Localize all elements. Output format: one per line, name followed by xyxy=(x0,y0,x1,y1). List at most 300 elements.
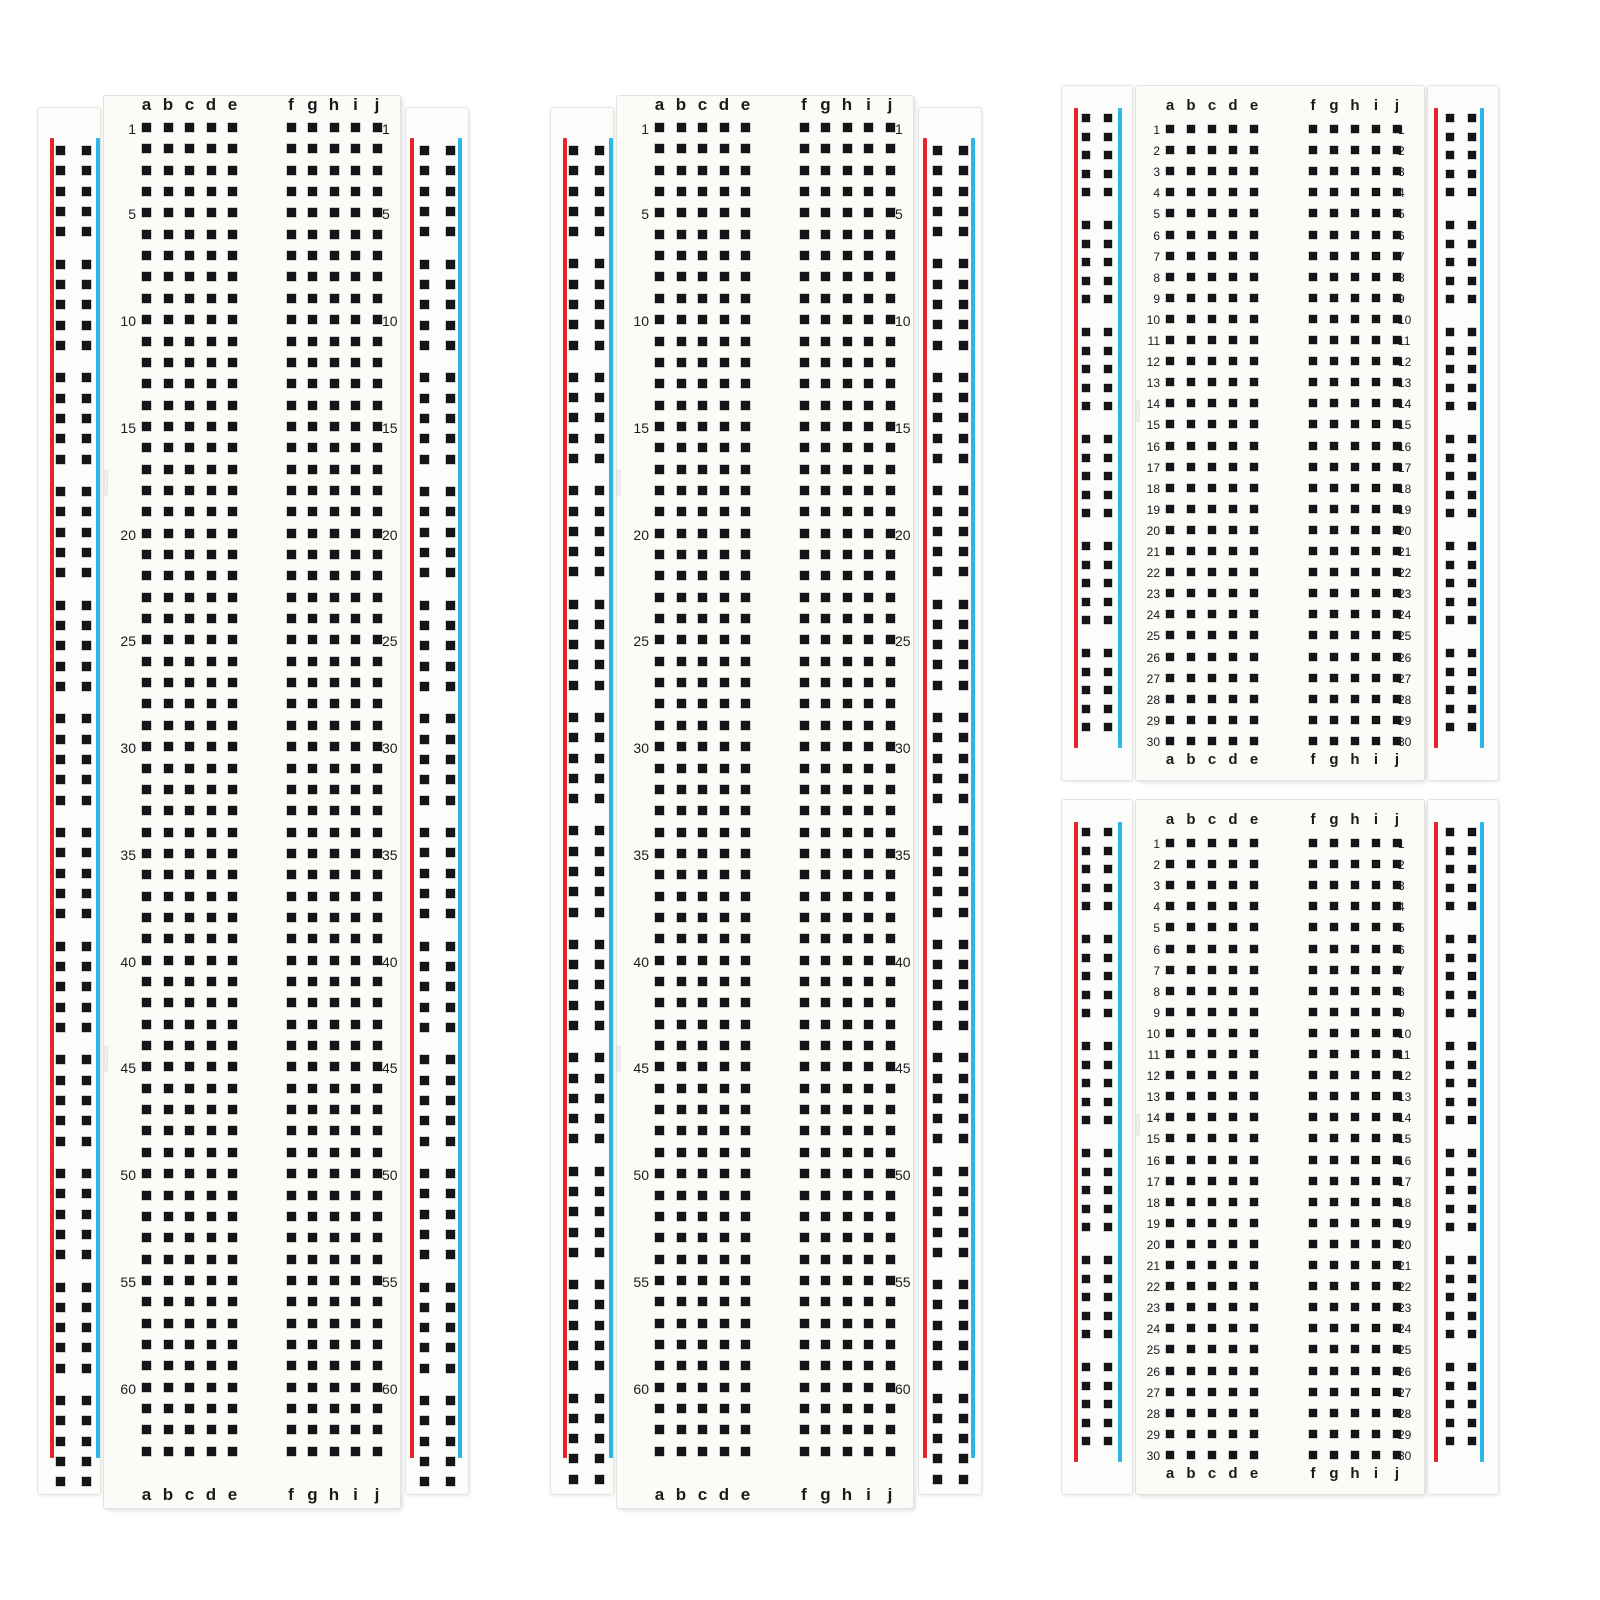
breadboard-hole[interactable] xyxy=(1330,1345,1338,1353)
breadboard-hole[interactable] xyxy=(185,337,194,346)
breadboard-hole[interactable] xyxy=(164,465,173,474)
breadboard-hole[interactable] xyxy=(373,507,382,516)
breadboard-hole[interactable] xyxy=(1309,966,1317,974)
breadboard-hole[interactable] xyxy=(351,593,360,602)
breadboard-hole[interactable] xyxy=(800,678,809,687)
breadboard-hole[interactable] xyxy=(1330,653,1338,661)
breadboard-hole[interactable] xyxy=(677,678,686,687)
breadboard-hole[interactable] xyxy=(207,764,216,773)
breadboard-hole[interactable] xyxy=(420,796,429,805)
breadboard-hole[interactable] xyxy=(1351,653,1359,661)
breadboard-hole[interactable] xyxy=(330,977,339,986)
breadboard-hole[interactable] xyxy=(1229,315,1237,323)
breadboard-hole[interactable] xyxy=(308,956,317,965)
breadboard-hole[interactable] xyxy=(420,1323,429,1332)
breadboard-hole[interactable] xyxy=(1229,839,1237,847)
breadboard-hole[interactable] xyxy=(959,1134,968,1143)
breadboard-hole[interactable] xyxy=(1208,1071,1216,1079)
breadboard-hole[interactable] xyxy=(228,1447,237,1456)
breadboard-hole[interactable] xyxy=(1187,378,1195,386)
breadboard-hole[interactable] xyxy=(1351,526,1359,534)
breadboard-hole[interactable] xyxy=(446,227,455,236)
breadboard-hole[interactable] xyxy=(351,144,360,153)
breadboard-hole[interactable] xyxy=(1229,357,1237,365)
breadboard-hole[interactable] xyxy=(185,379,194,388)
breadboard-hole[interactable] xyxy=(569,960,578,969)
breadboard-hole[interactable] xyxy=(655,785,664,794)
breadboard-hole[interactable] xyxy=(207,144,216,153)
breadboard-hole[interactable] xyxy=(446,187,455,196)
breadboard-hole[interactable] xyxy=(351,1148,360,1157)
breadboard-hole[interactable] xyxy=(142,1276,151,1285)
breadboard-hole[interactable] xyxy=(185,635,194,644)
breadboard-hole[interactable] xyxy=(1372,1156,1380,1164)
breadboard-hole[interactable] xyxy=(228,1126,237,1135)
breadboard-hole[interactable] xyxy=(185,913,194,922)
breadboard-hole[interactable] xyxy=(1208,315,1216,323)
breadboard-hole[interactable] xyxy=(1309,1282,1317,1290)
breadboard-hole[interactable] xyxy=(959,187,968,196)
breadboard-hole[interactable] xyxy=(933,908,942,917)
breadboard-hole[interactable] xyxy=(1309,188,1317,196)
breadboard-hole[interactable] xyxy=(82,621,91,630)
breadboard-hole[interactable] xyxy=(933,1001,942,1010)
breadboard-hole[interactable] xyxy=(959,1001,968,1010)
breadboard-hole[interactable] xyxy=(56,641,65,650)
breadboard-hole[interactable] xyxy=(677,166,686,175)
breadboard-hole[interactable] xyxy=(142,998,151,1007)
breadboard-hole[interactable] xyxy=(933,754,942,763)
breadboard-hole[interactable] xyxy=(959,1248,968,1257)
breadboard-hole[interactable] xyxy=(164,849,173,858)
breadboard-hole[interactable] xyxy=(843,1361,852,1370)
breadboard-hole[interactable] xyxy=(1229,167,1237,175)
breadboard-hole[interactable] xyxy=(1446,240,1454,248)
breadboard-hole[interactable] xyxy=(1250,1261,1258,1269)
breadboard-hole[interactable] xyxy=(959,1114,968,1123)
breadboard-hole[interactable] xyxy=(1330,1071,1338,1079)
breadboard-hole[interactable] xyxy=(420,187,429,196)
breadboard-hole[interactable] xyxy=(287,1148,296,1157)
breadboard-hole[interactable] xyxy=(1166,526,1174,534)
breadboard-hole[interactable] xyxy=(1330,1430,1338,1438)
breadboard-hole[interactable] xyxy=(56,1230,65,1239)
breadboard-hole[interactable] xyxy=(351,1126,360,1135)
breadboard-hole[interactable] xyxy=(1104,649,1112,657)
breadboard-hole[interactable] xyxy=(1229,1113,1237,1121)
breadboard-hole[interactable] xyxy=(655,1233,664,1242)
breadboard-hole[interactable] xyxy=(228,166,237,175)
breadboard-hole[interactable] xyxy=(446,1303,455,1312)
breadboard-hole[interactable] xyxy=(677,1020,686,1029)
breadboard-hole[interactable] xyxy=(1468,258,1476,266)
breadboard-hole[interactable] xyxy=(56,341,65,350)
breadboard-hole[interactable] xyxy=(886,1191,895,1200)
breadboard-hole[interactable] xyxy=(1082,902,1090,910)
breadboard-hole[interactable] xyxy=(330,956,339,965)
breadboard-hole[interactable] xyxy=(287,1212,296,1221)
breadboard-hole[interactable] xyxy=(228,1105,237,1114)
breadboard-hole[interactable] xyxy=(698,401,707,410)
breadboard-hole[interactable] xyxy=(1330,1113,1338,1121)
breadboard-hole[interactable] xyxy=(351,828,360,837)
breadboard-hole[interactable] xyxy=(373,998,382,1007)
breadboard-hole[interactable] xyxy=(655,230,664,239)
breadboard-hole[interactable] xyxy=(1187,945,1195,953)
breadboard-hole[interactable] xyxy=(308,422,317,431)
breadboard-hole[interactable] xyxy=(864,1169,873,1178)
breadboard-hole[interactable] xyxy=(1351,1388,1359,1396)
breadboard-hole[interactable] xyxy=(1166,1071,1174,1079)
breadboard-hole[interactable] xyxy=(1250,231,1258,239)
breadboard-hole[interactable] xyxy=(569,1053,578,1062)
breadboard-hole[interactable] xyxy=(864,870,873,879)
breadboard-hole[interactable] xyxy=(351,1447,360,1456)
breadboard-hole[interactable] xyxy=(800,272,809,281)
breadboard-hole[interactable] xyxy=(56,601,65,610)
breadboard-hole[interactable] xyxy=(821,230,830,239)
breadboard-hole[interactable] xyxy=(373,849,382,858)
breadboard-hole[interactable] xyxy=(569,187,578,196)
breadboard-hole[interactable] xyxy=(595,1053,604,1062)
breadboard-hole[interactable] xyxy=(185,870,194,879)
breadboard-hole[interactable] xyxy=(164,1319,173,1328)
breadboard-hole[interactable] xyxy=(864,443,873,452)
breadboard-hole[interactable] xyxy=(308,1233,317,1242)
breadboard-hole[interactable] xyxy=(886,1233,895,1242)
breadboard-hole[interactable] xyxy=(373,806,382,815)
breadboard-hole[interactable] xyxy=(82,1076,91,1085)
breadboard-hole[interactable] xyxy=(698,998,707,1007)
breadboard-hole[interactable] xyxy=(741,401,750,410)
breadboard-hole[interactable] xyxy=(1208,881,1216,889)
breadboard-hole[interactable] xyxy=(82,394,91,403)
breadboard-hole[interactable] xyxy=(207,571,216,580)
breadboard-hole[interactable] xyxy=(228,849,237,858)
breadboard-hole[interactable] xyxy=(821,849,830,858)
breadboard-hole[interactable] xyxy=(741,635,750,644)
breadboard-hole[interactable] xyxy=(164,998,173,1007)
breadboard-hole[interactable] xyxy=(228,742,237,751)
breadboard-hole[interactable] xyxy=(207,892,216,901)
breadboard-hole[interactable] xyxy=(1468,668,1476,676)
breadboard-hole[interactable] xyxy=(864,486,873,495)
breadboard-hole[interactable] xyxy=(886,870,895,879)
breadboard-hole[interactable] xyxy=(720,742,729,751)
breadboard-hole[interactable] xyxy=(351,230,360,239)
breadboard-hole[interactable] xyxy=(420,942,429,951)
breadboard-hole[interactable] xyxy=(330,998,339,1007)
breadboard-hole[interactable] xyxy=(56,1189,65,1198)
breadboard-hole[interactable] xyxy=(228,1148,237,1157)
breadboard-hole[interactable] xyxy=(886,486,895,495)
breadboard-hole[interactable] xyxy=(1187,167,1195,175)
breadboard-hole[interactable] xyxy=(228,934,237,943)
breadboard-hole[interactable] xyxy=(420,982,429,991)
breadboard-hole[interactable] xyxy=(720,721,729,730)
breadboard-hole[interactable] xyxy=(595,1248,604,1257)
breadboard-hole[interactable] xyxy=(959,960,968,969)
breadboard-hole[interactable] xyxy=(1250,1240,1258,1248)
breadboard-hole[interactable] xyxy=(1104,542,1112,550)
breadboard-hole[interactable] xyxy=(800,1191,809,1200)
breadboard-hole[interactable] xyxy=(330,337,339,346)
breadboard-hole[interactable] xyxy=(864,1383,873,1392)
breadboard-hole[interactable] xyxy=(864,614,873,623)
breadboard-hole[interactable] xyxy=(1187,231,1195,239)
breadboard-hole[interactable] xyxy=(351,358,360,367)
breadboard-hole[interactable] xyxy=(1446,1256,1454,1264)
breadboard-hole[interactable] xyxy=(1104,686,1112,694)
breadboard-hole[interactable] xyxy=(569,600,578,609)
breadboard-hole[interactable] xyxy=(677,1404,686,1413)
breadboard-hole[interactable] xyxy=(351,379,360,388)
breadboard-hole[interactable] xyxy=(164,337,173,346)
breadboard-hole[interactable] xyxy=(698,571,707,580)
breadboard-hole[interactable] xyxy=(308,1191,317,1200)
breadboard-hole[interactable] xyxy=(330,593,339,602)
breadboard-hole[interactable] xyxy=(1208,252,1216,260)
breadboard-hole[interactable] xyxy=(1104,1079,1112,1087)
breadboard-hole[interactable] xyxy=(741,1361,750,1370)
breadboard-hole[interactable] xyxy=(933,733,942,742)
breadboard-hole[interactable] xyxy=(142,230,151,239)
breadboard-hole[interactable] xyxy=(821,657,830,666)
breadboard-hole[interactable] xyxy=(164,1404,173,1413)
breadboard-hole[interactable] xyxy=(720,507,729,516)
breadboard-hole[interactable] xyxy=(420,455,429,464)
breadboard-hole[interactable] xyxy=(1187,463,1195,471)
breadboard-hole[interactable] xyxy=(308,1425,317,1434)
breadboard-hole[interactable] xyxy=(330,507,339,516)
breadboard-hole[interactable] xyxy=(698,593,707,602)
breadboard-hole[interactable] xyxy=(741,1126,750,1135)
breadboard-hole[interactable] xyxy=(373,892,382,901)
breadboard-hole[interactable] xyxy=(1104,240,1112,248)
breadboard-hole[interactable] xyxy=(569,341,578,350)
breadboard-hole[interactable] xyxy=(1468,1312,1476,1320)
breadboard-hole[interactable] xyxy=(373,1255,382,1264)
breadboard-hole[interactable] xyxy=(1309,1367,1317,1375)
breadboard-hole[interactable] xyxy=(1250,1451,1258,1459)
breadboard-hole[interactable] xyxy=(864,721,873,730)
breadboard-hole[interactable] xyxy=(843,144,852,153)
breadboard-hole[interactable] xyxy=(164,1105,173,1114)
breadboard-hole[interactable] xyxy=(308,443,317,452)
breadboard-hole[interactable] xyxy=(420,909,429,918)
breadboard-hole[interactable] xyxy=(1330,188,1338,196)
breadboard-hole[interactable] xyxy=(1351,737,1359,745)
breadboard-hole[interactable] xyxy=(308,230,317,239)
breadboard-hole[interactable] xyxy=(56,1437,65,1446)
breadboard-hole[interactable] xyxy=(351,657,360,666)
breadboard-hole[interactable] xyxy=(821,1340,830,1349)
breadboard-hole[interactable] xyxy=(1082,884,1090,892)
breadboard-hole[interactable] xyxy=(569,908,578,917)
breadboard-hole[interactable] xyxy=(1446,188,1454,196)
breadboard-hole[interactable] xyxy=(677,507,686,516)
breadboard-hole[interactable] xyxy=(1372,484,1380,492)
breadboard-hole[interactable] xyxy=(720,657,729,666)
breadboard-hole[interactable] xyxy=(959,887,968,896)
breadboard-hole[interactable] xyxy=(207,337,216,346)
breadboard-hole[interactable] xyxy=(330,1425,339,1434)
breadboard-hole[interactable] xyxy=(308,571,317,580)
breadboard-hole[interactable] xyxy=(1446,509,1454,517)
breadboard-hole[interactable] xyxy=(1351,902,1359,910)
breadboard-hole[interactable] xyxy=(330,166,339,175)
breadboard-hole[interactable] xyxy=(1446,1363,1454,1371)
breadboard-hole[interactable] xyxy=(420,1023,429,1032)
breadboard-hole[interactable] xyxy=(1104,884,1112,892)
breadboard-hole[interactable] xyxy=(1104,347,1112,355)
breadboard-hole[interactable] xyxy=(655,144,664,153)
breadboard-hole[interactable] xyxy=(330,1255,339,1264)
breadboard-hole[interactable] xyxy=(959,413,968,422)
breadboard-hole[interactable] xyxy=(595,1414,604,1423)
breadboard-hole[interactable] xyxy=(1351,420,1359,428)
breadboard-hole[interactable] xyxy=(1104,277,1112,285)
breadboard-hole[interactable] xyxy=(185,934,194,943)
breadboard-hole[interactable] xyxy=(1446,1330,1454,1338)
breadboard-hole[interactable] xyxy=(1468,347,1476,355)
breadboard-hole[interactable] xyxy=(1446,258,1454,266)
breadboard-hole[interactable] xyxy=(1104,509,1112,517)
breadboard-hole[interactable] xyxy=(142,678,151,687)
breadboard-hole[interactable] xyxy=(1208,167,1216,175)
breadboard-hole[interactable] xyxy=(82,942,91,951)
breadboard-hole[interactable] xyxy=(1330,923,1338,931)
breadboard-hole[interactable] xyxy=(741,507,750,516)
breadboard-hole[interactable] xyxy=(1372,966,1380,974)
breadboard-hole[interactable] xyxy=(1229,294,1237,302)
breadboard-hole[interactable] xyxy=(1229,125,1237,133)
breadboard-hole[interactable] xyxy=(207,742,216,751)
breadboard-hole[interactable] xyxy=(82,414,91,423)
breadboard-hole[interactable] xyxy=(1187,987,1195,995)
breadboard-hole[interactable] xyxy=(446,828,455,837)
breadboard-hole[interactable] xyxy=(933,640,942,649)
breadboard-hole[interactable] xyxy=(330,1020,339,1029)
breadboard-hole[interactable] xyxy=(330,934,339,943)
breadboard-hole[interactable] xyxy=(1208,610,1216,618)
breadboard-hole[interactable] xyxy=(1187,442,1195,450)
breadboard-hole[interactable] xyxy=(207,678,216,687)
breadboard-hole[interactable] xyxy=(207,977,216,986)
breadboard-hole[interactable] xyxy=(373,1447,382,1456)
breadboard-hole[interactable] xyxy=(959,1321,968,1330)
breadboard-hole[interactable] xyxy=(677,721,686,730)
breadboard-hole[interactable] xyxy=(933,1167,942,1176)
breadboard-hole[interactable] xyxy=(373,294,382,303)
breadboard-hole[interactable] xyxy=(1166,1324,1174,1332)
breadboard-hole[interactable] xyxy=(933,660,942,669)
breadboard-hole[interactable] xyxy=(1468,1437,1476,1445)
breadboard-hole[interactable] xyxy=(56,1323,65,1332)
breadboard-hole[interactable] xyxy=(800,1041,809,1050)
breadboard-hole[interactable] xyxy=(164,1041,173,1050)
breadboard-hole[interactable] xyxy=(1446,1149,1454,1157)
breadboard-hole[interactable] xyxy=(886,1062,895,1071)
breadboard-hole[interactable] xyxy=(720,208,729,217)
breadboard-hole[interactable] xyxy=(1446,847,1454,855)
breadboard-hole[interactable] xyxy=(1351,1303,1359,1311)
breadboard-hole[interactable] xyxy=(1468,1009,1476,1017)
breadboard-hole[interactable] xyxy=(287,187,296,196)
breadboard-hole[interactable] xyxy=(1104,491,1112,499)
breadboard-hole[interactable] xyxy=(1351,1282,1359,1290)
breadboard-hole[interactable] xyxy=(330,571,339,580)
breadboard-hole[interactable] xyxy=(959,547,968,556)
breadboard-hole[interactable] xyxy=(351,294,360,303)
breadboard-hole[interactable] xyxy=(595,413,604,422)
breadboard-hole[interactable] xyxy=(287,998,296,1007)
breadboard-hole[interactable] xyxy=(56,962,65,971)
breadboard-hole[interactable] xyxy=(800,358,809,367)
breadboard-hole[interactable] xyxy=(330,486,339,495)
breadboard-hole[interactable] xyxy=(843,998,852,1007)
breadboard-hole[interactable] xyxy=(351,1319,360,1328)
breadboard-hole[interactable] xyxy=(1468,1116,1476,1124)
breadboard-hole[interactable] xyxy=(185,1340,194,1349)
breadboard-hole[interactable] xyxy=(1309,923,1317,931)
breadboard-hole[interactable] xyxy=(677,230,686,239)
breadboard-hole[interactable] xyxy=(446,414,455,423)
breadboard-hole[interactable] xyxy=(569,413,578,422)
breadboard-hole[interactable] xyxy=(1330,442,1338,450)
breadboard-hole[interactable] xyxy=(1208,378,1216,386)
breadboard-hole[interactable] xyxy=(1309,1156,1317,1164)
breadboard-hole[interactable] xyxy=(1229,945,1237,953)
breadboard-hole[interactable] xyxy=(1187,1219,1195,1227)
breadboard-hole[interactable] xyxy=(164,187,173,196)
breadboard-hole[interactable] xyxy=(698,934,707,943)
breadboard-hole[interactable] xyxy=(373,721,382,730)
breadboard-hole[interactable] xyxy=(569,660,578,669)
breadboard-hole[interactable] xyxy=(595,434,604,443)
breadboard-hole[interactable] xyxy=(207,998,216,1007)
breadboard-hole[interactable] xyxy=(864,315,873,324)
breadboard-hole[interactable] xyxy=(1187,1303,1195,1311)
breadboard-hole[interactable] xyxy=(185,657,194,666)
breadboard-hole[interactable] xyxy=(886,657,895,666)
breadboard-hole[interactable] xyxy=(373,934,382,943)
breadboard-hole[interactable] xyxy=(1351,1156,1359,1164)
breadboard-hole[interactable] xyxy=(1208,1324,1216,1332)
breadboard-hole[interactable] xyxy=(1446,170,1454,178)
breadboard-hole[interactable] xyxy=(821,144,830,153)
breadboard-hole[interactable] xyxy=(420,1477,429,1486)
breadboard-hole[interactable] xyxy=(821,785,830,794)
breadboard-hole[interactable] xyxy=(1351,1177,1359,1185)
breadboard-hole[interactable] xyxy=(595,1280,604,1289)
breadboard-hole[interactable] xyxy=(373,977,382,986)
breadboard-hole[interactable] xyxy=(330,187,339,196)
breadboard-hole[interactable] xyxy=(228,635,237,644)
breadboard-hole[interactable] xyxy=(1330,505,1338,513)
breadboard-hole[interactable] xyxy=(373,1361,382,1370)
breadboard-hole[interactable] xyxy=(1250,1430,1258,1438)
breadboard-hole[interactable] xyxy=(677,657,686,666)
breadboard-hole[interactable] xyxy=(933,166,942,175)
breadboard-hole[interactable] xyxy=(142,550,151,559)
breadboard-hole[interactable] xyxy=(228,785,237,794)
breadboard-hole[interactable] xyxy=(886,635,895,644)
breadboard-hole[interactable] xyxy=(864,187,873,196)
breadboard-hole[interactable] xyxy=(1372,1113,1380,1121)
breadboard-hole[interactable] xyxy=(351,401,360,410)
breadboard-hole[interactable] xyxy=(1372,420,1380,428)
